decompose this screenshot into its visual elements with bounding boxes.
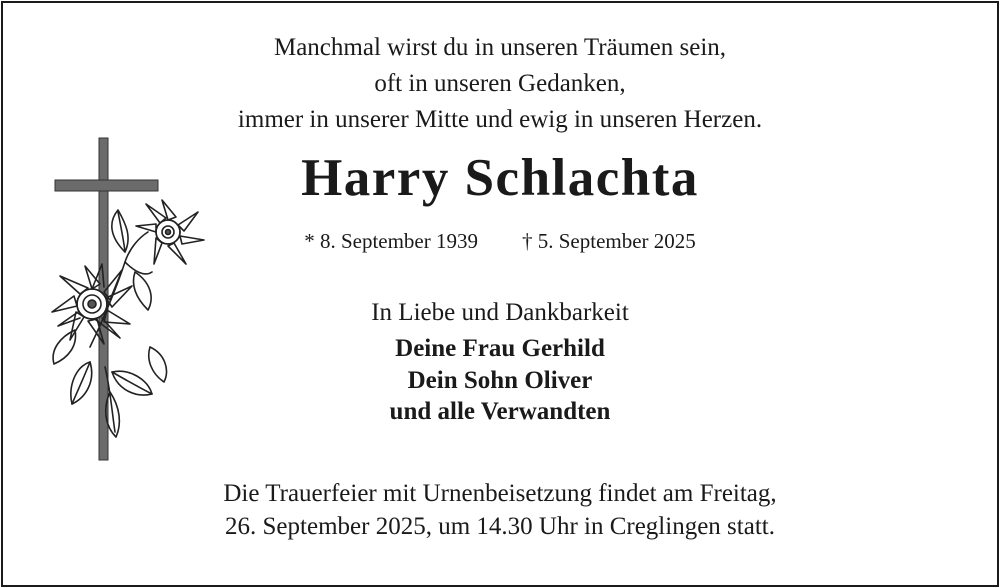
memorial-verse bbox=[0, 30, 1000, 138]
birth-date: * 8. September 1939 bbox=[304, 229, 478, 253]
death-date: † 5. September 2025 bbox=[522, 229, 696, 253]
mourner-1: Deine Frau Gerhild bbox=[395, 335, 605, 362]
mourners-list bbox=[0, 333, 1000, 428]
verse-line-1: Manchmal wirst du in unseren Träumen sein, bbox=[273, 34, 727, 61]
verse-line-3: immer in unserer Mitte und ewig in unseren Herzen. bbox=[237, 106, 763, 133]
service-line-2: 26. September 2025, um 14.30 Uhr in Creglingen statt. bbox=[225, 513, 775, 540]
service-info bbox=[0, 477, 1000, 543]
service-line-1: Die Trauerfeier mit Urnenbeisetzung findet am Freitag, bbox=[223, 480, 777, 507]
thanks-line: In Liebe und Dankbarkeit bbox=[371, 299, 629, 326]
deceased-name: Harry Schlachta bbox=[301, 149, 699, 207]
mourner-2: Dein Sohn Oliver bbox=[407, 366, 593, 394]
life-dates bbox=[0, 226, 1000, 256]
verse-line-2: oft in unseren Gedanken, bbox=[374, 70, 626, 97]
mourner-3: und alle Verwandten bbox=[389, 398, 611, 425]
